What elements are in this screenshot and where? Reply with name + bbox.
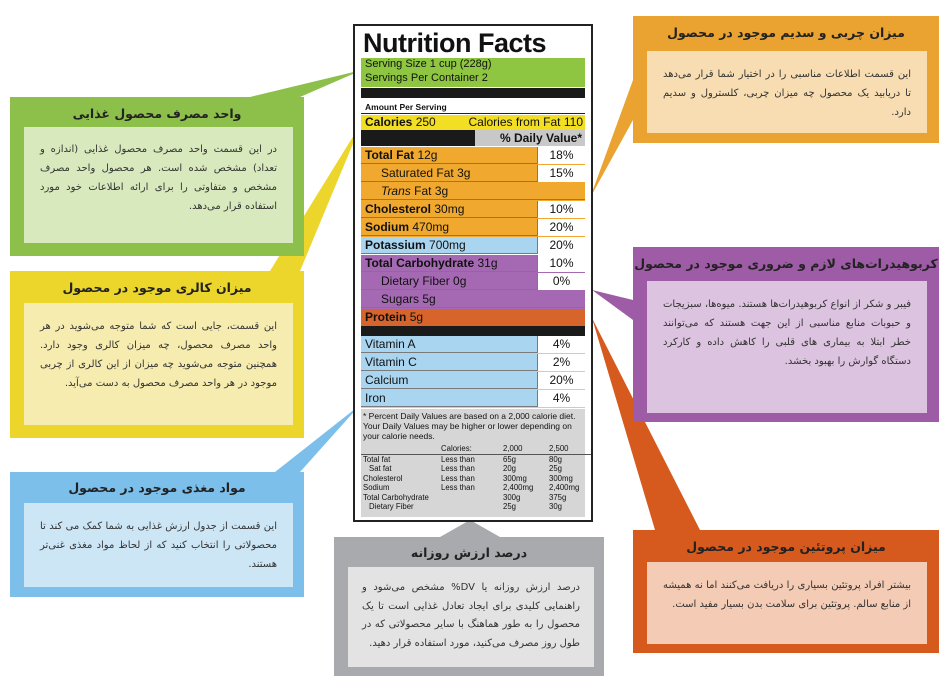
calories-from-fat-value: 110 <box>563 115 583 129</box>
callout-title: میزان چربی و سدیم موجود در محصول <box>667 25 905 40</box>
thick-divider <box>361 88 585 98</box>
footnote-table-cell: Sat fat <box>369 464 392 473</box>
pointer-carbs <box>592 290 633 320</box>
callout-calories <box>10 271 304 438</box>
footnote-table-cell: 2,400mg <box>549 483 580 492</box>
label-title: Nutrition Facts <box>363 28 547 58</box>
footnote-table-cell <box>441 502 503 512</box>
daily-value-header: % Daily Value* <box>475 130 585 146</box>
footnote-table-cell <box>441 493 503 503</box>
pointer-serving <box>250 70 362 97</box>
footnote-table-cell: 300mg <box>549 473 573 483</box>
callout-title: کربوهیدرات‌های لازم و ضروری موجود در محصول <box>634 256 938 271</box>
footnote-table-header <box>363 444 591 454</box>
footnote-table-cell: Calories: <box>441 444 503 454</box>
row-vitamin-c: Vitamin C 2% <box>361 354 585 371</box>
footnote-table-cell: Sodium <box>363 483 390 492</box>
footnote-table-cell: 30g <box>549 502 563 511</box>
row-calcium: Calcium 20% <box>361 372 585 389</box>
footnote-table-row <box>363 493 591 503</box>
footnote-table-cell: Dietary Fiber <box>369 502 414 511</box>
row-protein: Protein 5g <box>361 309 585 326</box>
footnote-table-cell: 2,500 <box>549 444 591 454</box>
callout-body: درصد ارزش روزانه یا DV% مشخص می‌شود و راهنمایی کلیدی برای ایجاد تعادل غذایی است تا یک محصول را به طور هماهنگ با سایر محصولاتی که در طول روز مصرف می‌کنید، مورد استفاده قرار دهید. <box>348 567 594 667</box>
footnote: * Percent Daily Values are based on a 2,000 calorie diet. Your Daily Values may be higher or lower depending on your calorie needs. <box>363 411 576 441</box>
footnote-table-cell: 20g <box>503 464 517 473</box>
servings-per-container: Servings Per Container 2 <box>365 71 488 84</box>
footnote-table-cell: 2,000 <box>503 444 549 454</box>
callout-title: مواد مغذی موجود در محصول <box>68 480 246 495</box>
callout-title: واحد مصرف محصول غذایی <box>72 106 242 121</box>
callout-body: این قسمت اطلاعات مناسبی را در اختیار شما قرار می‌دهد تا دریابید یک محصول چه میزان چربی، کلسترول و سدیم دارد. <box>647 51 927 133</box>
footnote-table-cell: 80g <box>549 454 563 464</box>
callout-body: فیبر و شکر از انواع کربوهیدرات‌ها هستند. میوه‌ها، سبزیجات و حبوبات منابع مناسبی از این جهت هستند که می‌توانند خطر ابتلا به بیماری های قلبی را کاهش داده و کارکرد دستگاه گوارش را بهبود بخشد. <box>647 281 927 413</box>
footnote-table-cell: 65g <box>503 454 517 464</box>
footnote-table-cell: Total fat <box>363 454 391 464</box>
pointer-fat <box>590 80 633 198</box>
row-sodium: Sodium 470mg 20% <box>361 219 585 236</box>
callout-title: میزان کالری موجود در محصول <box>62 280 252 295</box>
row-total-carbohydrate: Total Carbohydrate 31g 10% <box>361 255 585 272</box>
row-cholesterol: Cholesterol 30mg 10% <box>361 201 585 218</box>
callout-body: بیشتر افراد پروتئین بسیاری را دریافت می‌کنند اما نه همیشه از منابع سالم. پروتئین برای سلامت بدن بسیار مفید است. <box>647 562 927 644</box>
footnote-table-cell: Less than <box>441 454 475 464</box>
row-saturated-fat: Saturated Fat 3g 15% <box>361 165 585 182</box>
row-iron: Iron 4% <box>361 390 585 407</box>
row-sugars: Sugars 5g <box>361 291 585 308</box>
footnote-table-cell: Less than <box>441 464 475 473</box>
callout-title: میزان پروتئین موجود در محصول <box>686 539 886 554</box>
callout-body: این قسمت از جدول ارزش غذایی به شما کمک می کند تا محصولاتی را انتخاب کنید که از لحاظ مواد مغذی غنی‌تر هستند. <box>24 503 293 587</box>
footnote-table-cell: 300g <box>503 492 521 502</box>
footnote-table-cell: Less than <box>441 483 475 492</box>
row-vitamin-a: Vitamin A 4% <box>361 336 585 353</box>
callout-title: درصد ارزش روزانه <box>410 545 528 560</box>
pointer-dv <box>440 520 500 537</box>
footnote-table <box>363 444 591 512</box>
footnote-table-row <box>363 483 591 493</box>
thick-divider <box>361 326 585 336</box>
serving-size: Serving Size 1 cup (228g) <box>365 58 492 70</box>
nutrition-facts-label <box>353 24 593 522</box>
callout-protein <box>633 530 939 653</box>
footnote-table-cell: 2,400mg <box>503 483 534 492</box>
footnote-table-row <box>363 454 591 464</box>
footnote-table-cell: Total Carbohydrate <box>363 492 429 502</box>
calories-label: Calories <box>365 115 413 129</box>
row-potassium: Potassium 700mg 20% <box>361 237 585 254</box>
footnote-table-cell: Less than <box>441 473 475 483</box>
footnote-table-cell: 300mg <box>503 473 527 483</box>
footnote-table-row <box>363 474 591 484</box>
row-dietary-fiber: Dietary Fiber 0g 0% <box>361 273 585 290</box>
footnote-table-row <box>363 464 591 474</box>
callout-carbohydrates <box>633 247 939 422</box>
row-trans-fat: Trans Fat 3g <box>361 183 585 200</box>
footnote-table-cell: 25g <box>503 502 517 511</box>
footnote-table-row <box>363 502 591 512</box>
footnote-table-cell: 375g <box>549 492 567 502</box>
amount-per-serving: Amount Per Serving <box>365 102 447 112</box>
footnote-table-cell <box>363 444 441 454</box>
callout-fat-sodium <box>633 16 939 143</box>
footnote-table-cell: Cholesterol <box>363 473 403 483</box>
callout-body: در این قسمت واحد مصرف محصول غذایی (اندازه و تعداد) مشخص شده است. هر محصول واحد مصرف مشخص و متفاوتی را برای ارائه اطلاعات خود مورد استفاده قرار می‌دهد. <box>24 127 293 243</box>
footnote-table-cell: 25g <box>549 464 563 473</box>
callout-serving-size <box>10 97 304 256</box>
callout-body: این قسمت، جایی است که شما متوجه می‌شوید در هر واحد مصرف محصول، چه میزان کالری وجود دارد. همچنین متوجه می‌شوید چه میزان از این کالری از چربی موجود در هر واحد مصرف محصول به دست می‌آید. <box>24 303 293 425</box>
callout-daily-value <box>334 537 604 676</box>
calories-from-fat-label: Calories from Fat <box>468 115 561 129</box>
row-total-fat: Total Fat 12g 18% <box>361 147 585 164</box>
callout-nutrients <box>10 472 304 597</box>
calories-value: 250 <box>415 115 436 129</box>
